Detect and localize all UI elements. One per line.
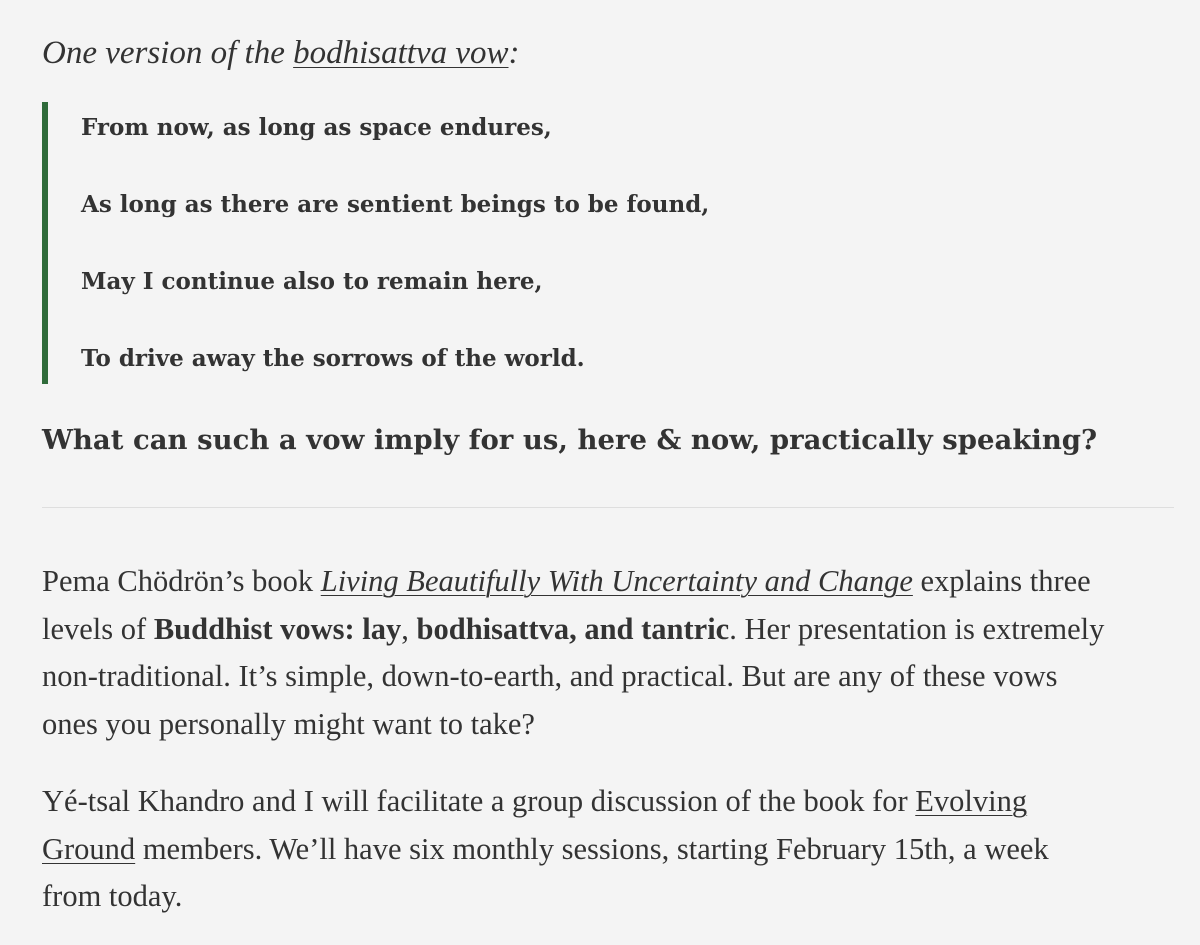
paragraph-line: non-traditional. It’s simple, down-to-earth, and practical. But are any of these vows [42, 659, 1058, 693]
evolving-ground-link[interactable]: Evolving [915, 784, 1028, 818]
paragraph-line [42, 778, 1049, 826]
paragraph-book-intro [42, 558, 1104, 748]
vow-line: As long as there are sentient beings to be found, [81, 191, 710, 218]
text: members. We’ll have six monthly sessions, starting February 15th, a week [135, 831, 1049, 866]
text: Pema Chödrön’s book [42, 564, 321, 598]
text: , [401, 611, 417, 646]
intro-prefix: One version of the [42, 35, 294, 71]
book-title: Living Beautifully With Uncertainty and Change [320, 564, 913, 598]
text: Yé-tsal Khandro and I will facilitate a group discussion of the book for [42, 784, 916, 818]
bodhisattva-vow-link[interactable]: bodhisattva vow [293, 35, 509, 71]
text: explains three [912, 564, 1091, 598]
paragraph-line [42, 826, 1049, 874]
intro-suffix: : [508, 35, 520, 71]
section-divider [42, 507, 1174, 508]
intro-line [42, 30, 520, 76]
evolving-ground-link[interactable]: Ground [42, 831, 136, 866]
paragraph-line: from today. [42, 879, 183, 913]
paragraph-line: ones you personally might want to take? [42, 706, 535, 741]
text: . Her presentation is extremely [729, 611, 1105, 646]
paragraph-line [42, 558, 1104, 606]
bold-text: bodhisattva, and tantric [416, 611, 730, 646]
vow-line: From now, as long as space endures, [81, 114, 552, 141]
bold-text: Buddhist vows: lay [153, 611, 402, 646]
paragraph-discussion [42, 778, 1049, 921]
vow-line: To drive away the sorrows of the world. [81, 345, 585, 372]
book-title-link[interactable] [321, 564, 913, 598]
text: levels of [42, 611, 154, 646]
question-heading: What can such a vow imply for us, here & now, practically speaking? [42, 424, 1098, 456]
paragraph-line [42, 606, 1104, 654]
vow-blockquote [42, 102, 942, 384]
vow-line: May I continue also to remain here, [81, 268, 543, 295]
